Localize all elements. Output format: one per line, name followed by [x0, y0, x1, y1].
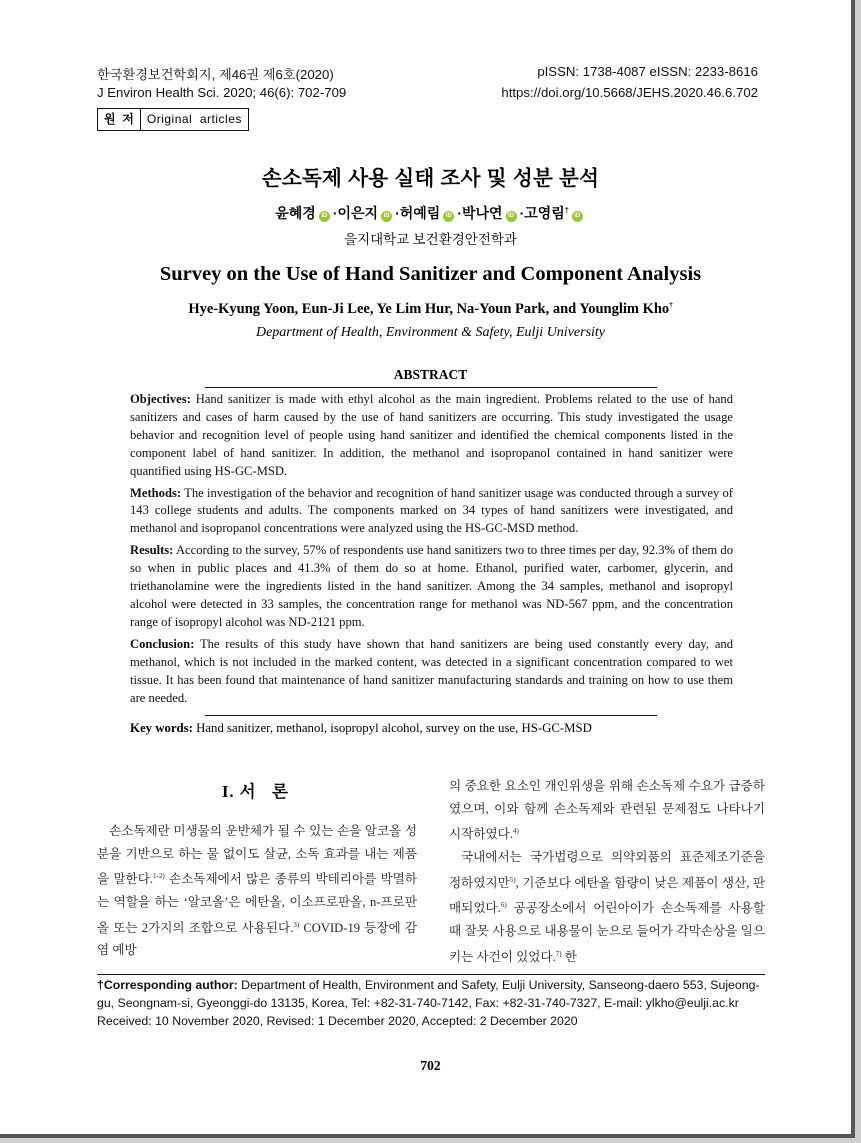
- citation-ref[interactable]: 1-2): [153, 872, 165, 881]
- article-type-tag: [97, 108, 249, 131]
- author-ko: 박나연: [462, 205, 503, 221]
- abstract-heading: ABSTRACT: [393, 367, 468, 382]
- citation-ref[interactable]: 7): [555, 949, 562, 958]
- body-text: 손소독제에서 많은 종류의 박테리아를 박멸하는 역할을 하는 ‘알코올’은 에탄올, 이소프로판올, n-프로판올 또는 2가지의 조합으로 사용된다.: [97, 872, 417, 935]
- body-text: 공공장소에서 어린아이가 손소독제를 사용할 때 잘못 사용으로 내용물이 눈으로 들어가 각막손상을 일으키는 사건이 있었다.: [449, 901, 765, 964]
- orcid-icon[interactable]: iD: [572, 211, 583, 222]
- abstract-body: [130, 391, 733, 711]
- abstract-bottom-rule: [205, 715, 657, 716]
- corresponding-mark: †: [669, 301, 673, 310]
- body-text: 국내에서는 국가법령으로 의약외품의 표준제조기준을 정하였지만: [449, 849, 765, 890]
- methods-label: Methods:: [130, 485, 182, 500]
- title-ko: 손소독제 사용 실태 조사 및 성분 분석: [261, 167, 600, 190]
- corresponding-author-label: †Corresponding author:: [97, 978, 238, 992]
- author-ko: 고영림: [524, 205, 565, 221]
- article-type-en: Original articles: [140, 109, 248, 130]
- affiliation-en: Department of Health, Environment & Safety, Eulji University: [255, 325, 606, 340]
- conclusion-text: The results of this study have shown that hand sanitizers are being used constantly every day, and methanol, which is not included in the marked content, was detected in a significant concentration compared to wet tissue. It has been found that maintenance of hand sanitizer manufacturing standards and training on how to use them are needed.: [130, 636, 734, 705]
- body-paragraph: [449, 846, 765, 969]
- corresponding-mark: †: [564, 207, 569, 215]
- page-number: 702: [420, 1058, 441, 1073]
- footnote-rule: [97, 974, 765, 975]
- corresponding-author: [97, 977, 765, 1013]
- orcid-icon[interactable]: iD: [319, 211, 330, 222]
- abstract-top-rule: [205, 387, 657, 388]
- results-text: According to the survey, 57% of respondents use hand sanitizers two to three times per day, 92.3% of them do so when in public places and 41.3% of them do so at home. Ethanol, purified water, carbomer, glycerin, and triethanolamine were the ingredients listed in the hand sanitizer. Among the 34 samples, methanol and isopropyl alcohol were detected in 33 samples, the concentration range for methanol was ND-567 ppm, and the concentration range of isopropyl alcohol was ND-2121 ppm.: [130, 543, 733, 629]
- article-type-ko: 원 저: [104, 112, 134, 126]
- authors-en: [0, 301, 861, 318]
- affiliation-ko: 을지대학교 보건환경안전학과: [344, 232, 517, 247]
- journal-name-ko: 한국환경보건학회지, 제46권 제6호(2020): [97, 67, 334, 82]
- conclusion-label: Conclusion:: [130, 636, 195, 651]
- body-left-column: [97, 820, 417, 962]
- body-paragraph: [449, 775, 765, 846]
- author-ko: 윤혜경: [275, 205, 316, 221]
- body-text: 한: [561, 949, 577, 964]
- keywords: [130, 721, 592, 736]
- orcid-icon[interactable]: iD: [506, 211, 517, 222]
- citation-ref[interactable]: 5): [509, 875, 516, 884]
- citation-ref[interactable]: 4): [512, 827, 519, 836]
- keywords-label: Key words:: [130, 721, 193, 735]
- body-text: 손소독제란 미생물의 운반체가 될 수 있는 손을 알코올 성분을 기반으로 하는 물 없이도 살균, 소독 효과를 내는 제품을 말한다.: [97, 824, 417, 887]
- abstract-objectives: [130, 391, 733, 481]
- authors-ko: 윤혜경 iD ·이은지 iD ·허예림 iD ·박나연 iD ·고영림†iD: [0, 203, 861, 223]
- abstract-results: [130, 542, 733, 632]
- methods-text: The investigation of the behavior and recognition of hand sanitizer usage was conducted through a survey of 143 college students and adults. The components marked on 34 types of hand sanitizers were investigated, and methanol and isopropanol concentrations were analyzed using the HS-GC-MSD method.: [130, 485, 733, 536]
- issn: pISSN: 1738-4087 eISSN: 2233-8616: [537, 64, 758, 79]
- body-text: , 기준보다 에탄올 함량이 낮은 제품이 생산, 판매되었다.: [449, 875, 765, 916]
- section-title: I. 서 론: [222, 782, 289, 801]
- authors-en-names: Hye-Kyung Yoon, Eun-Ji Lee, Ye Lim Hur, Na-Youn Park, and Younglim Kho: [188, 301, 670, 317]
- abstract-methods: [130, 485, 733, 539]
- author-ko: 이은지: [337, 205, 379, 221]
- body-text: COVID-19 등장에 감염 예방: [97, 920, 417, 958]
- objectives-text: Hand sanitizer is made with ethyl alcohol as the main ingredient. Problems related to the use of hand sanitizers and cases of harm caused by the use of hand sanitizers are occurring. This study investigated the usage behavior and recognition level of people using hand sanitizer and identified the chemical components listed in the component label of hand sanitizer. In addition, the methanol and isopropanol contained in hand sanitizer were quantified using HS-GC-MSD.: [130, 392, 733, 478]
- journal-citation: J Environ Health Sci. 2020; 46(6): 702-709: [97, 85, 347, 100]
- citation-ref[interactable]: 6): [500, 901, 507, 910]
- body-text: 의 중요한 요소인 개인위생을 위해 손소독제 수요가 급증하였으며, 이와 함께 손소독제와 관련된 문제점도 나타나기 시작하였다.: [449, 779, 765, 842]
- citation-ref[interactable]: 3): [293, 920, 300, 929]
- body-paragraph: [97, 820, 417, 962]
- corresponding-author-text: Department of Health, Environment and Safety, Eulji University, Sanseong-daero 553, Sujeong-gu, Seongnam-si, Gyeonggi-do 13135, Korea, Tel: +82-31-740-7142, Fax: +82-31-740-7327, E-mail: ylkho@eulji.ac.kr: [97, 978, 760, 1010]
- orcid-icon[interactable]: iD: [443, 211, 454, 222]
- objectives-label: Objectives:: [130, 392, 191, 406]
- results-label: Results:: [130, 543, 174, 558]
- orcid-icon[interactable]: iD: [381, 211, 392, 222]
- body-right-column: [449, 775, 765, 969]
- footnote: [97, 977, 765, 1030]
- abstract-conclusion: [130, 636, 733, 708]
- received-dates: Received: 10 November 2020, Revised: 1 December 2020, Accepted: 2 December 2020: [97, 1013, 578, 1028]
- author-ko: 허예림: [399, 205, 441, 221]
- doi-link[interactable]: https://doi.org/10.5668/JEHS.2020.46.6.702: [501, 85, 758, 100]
- title-en: Survey on the Use of Hand Sanitizer and Component Analysis: [159, 263, 702, 285]
- keywords-text: Hand sanitizer, methanol, isopropyl alcohol, survey on the use, HS-GC-MSD: [196, 721, 592, 735]
